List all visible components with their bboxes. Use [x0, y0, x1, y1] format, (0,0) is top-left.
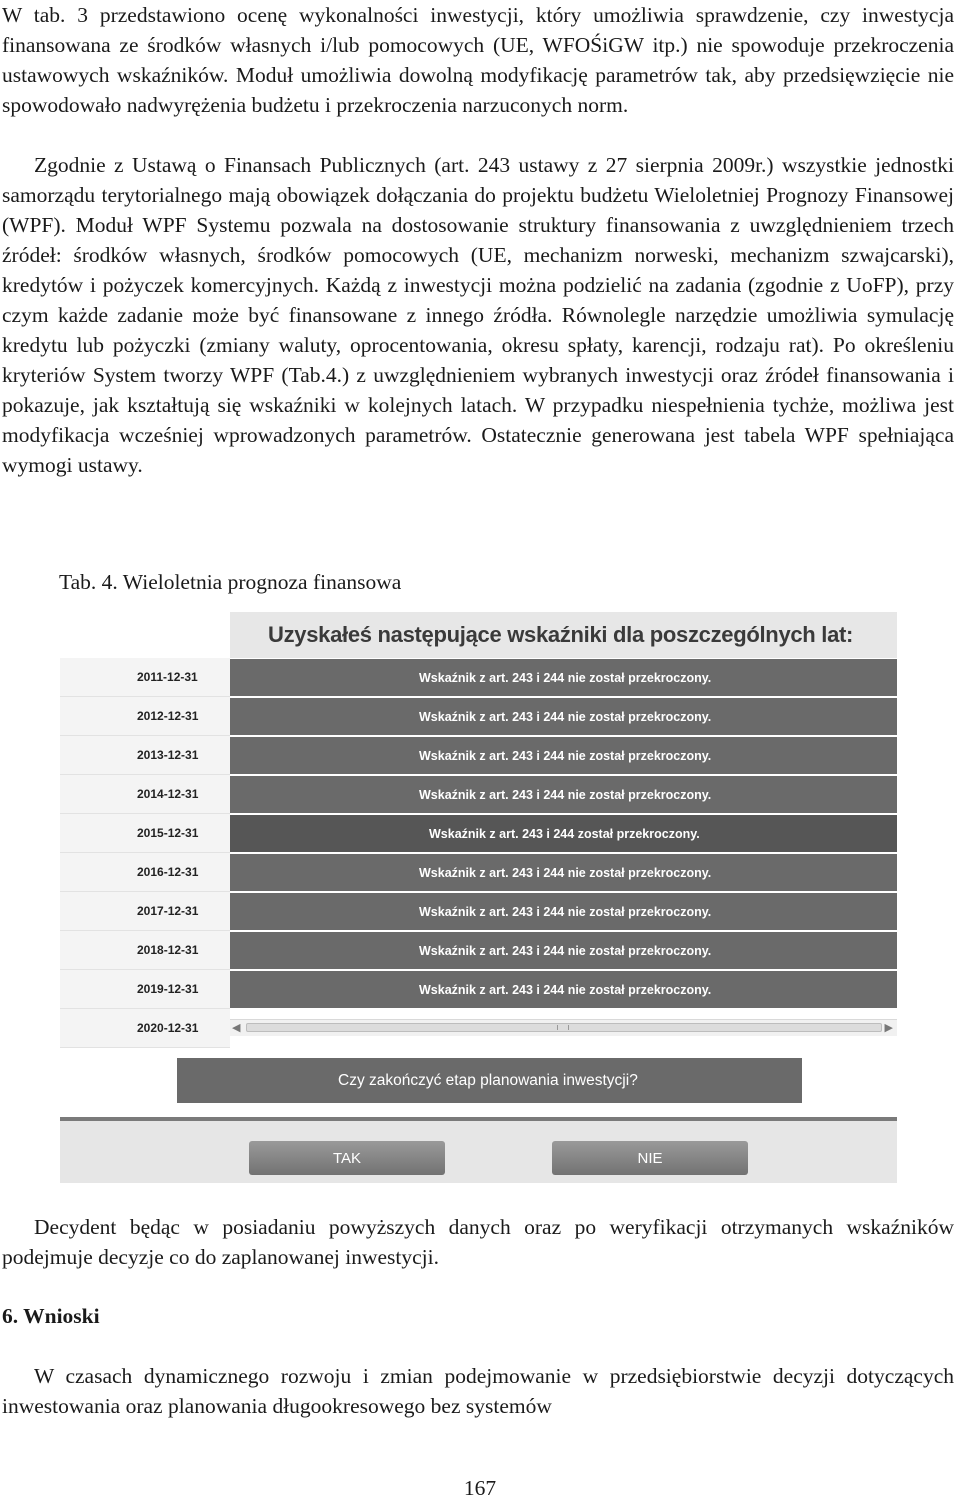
indicator-row: [60, 892, 897, 931]
indicator-row: [60, 697, 897, 736]
row-status: Wskaźnik z art. 243 i 244 nie został przekroczony.: [230, 737, 897, 774]
row-date: 2014-12-31: [60, 775, 230, 814]
row-status: Wskaźnik z art. 243 i 244 nie został przekroczony.: [230, 893, 897, 930]
row-date: 2015-12-31: [60, 814, 230, 853]
no-button[interactable]: NIE: [552, 1141, 748, 1175]
row-date: 2016-12-31: [60, 853, 230, 892]
grip-icon: [557, 1025, 569, 1030]
table-caption: Tab. 4. Wieloletnia prognoza finansowa: [59, 570, 402, 594]
row-status: Wskaźnik z art. 243 i 244 nie został przekroczony.: [230, 932, 897, 969]
scroll-thumb[interactable]: [246, 1023, 882, 1032]
indicator-row: [60, 814, 897, 853]
row-date: 2012-12-31: [60, 697, 230, 736]
row-date: 2018-12-31: [60, 931, 230, 970]
scroll-right-arrow-icon[interactable]: ▶: [884, 1022, 893, 1034]
page-number: 167: [463, 1476, 497, 1500]
row-date: 2011-12-31: [60, 658, 230, 697]
indicator-row: [60, 658, 897, 697]
row-status: Wskaźnik z art. 243 i 244 nie został przekroczony.: [230, 698, 897, 735]
finish-question: Czy zakończyć etap planowania inwestycji?: [177, 1058, 802, 1103]
indicators-header: Uzyskałeś następujące wskaźniki dla poszczególnych lat:: [230, 612, 897, 658]
row-date: 2020-12-31: [60, 1009, 230, 1048]
row-date: 2017-12-31: [60, 892, 230, 931]
indicator-row: [60, 775, 897, 814]
row-date: 2013-12-31: [60, 736, 230, 775]
indicator-row: [60, 853, 897, 892]
button-area: [60, 1117, 897, 1183]
decision-paragraph: Decydent będąc w posiadaniu powyższych danych oraz po weryfikacji otrzymanych wskaźników podejmuje decyzje co do zaplanowanej inwestycji.: [2, 1215, 954, 1269]
row-date: 2019-12-31: [60, 970, 230, 1009]
conclusions-paragraph: W czasach dynamicznego rozwoju i zmian podejmowanie w przedsiębiorstwie decyzji dotyczących inwestowania oraz planowania długookresowego bez systemów: [2, 1364, 954, 1418]
yes-button[interactable]: TAK: [249, 1141, 445, 1175]
section-heading: 6. Wnioski: [2, 1304, 100, 1328]
wpf-screenshot: [60, 598, 897, 1183]
indicator-row: [60, 970, 897, 1009]
indicator-row: [60, 931, 897, 970]
scroll-left-arrow-icon[interactable]: ◀: [232, 1022, 241, 1034]
indicator-row: [60, 736, 897, 775]
intro-paragraph: W tab. 3 przedstawiono ocenę wykonalności inwestycji, który umożliwia sprawdzenie, czy inwestycja finansowana ze środków własnych i/lub pomocowych (UE, WFOŚiGW itp.) nie spowoduje przekroczenia ustawowych wskaźników. Moduł umożliwia dowolną modyfikację parametrów tak, aby przedsięwzięcie nie spowodowało nadwyrężenia budżetu i przekroczenia narzuconych norm.: [2, 3, 954, 117]
row-status: Wskaźnik z art. 243 i 244 nie został przekroczony.: [230, 971, 897, 1008]
row-status: Wskaźnik z art. 243 i 244 nie został przekroczony.: [230, 659, 897, 696]
row-status: Wskaźnik z art. 243 i 244 nie został przekroczony.: [230, 854, 897, 891]
horizontal-scrollbar[interactable]: [230, 1019, 897, 1036]
row-status: Wskaźnik z art. 243 i 244 nie został przekroczony.: [230, 776, 897, 813]
wpf-paragraph: Zgodnie z Ustawą o Finansach Publicznych (art. 243 ustawy z 27 sierpnia 2009r.) wszystkie jednostki samorządu terytorialnego mają obowiązek dołączania do projektu budżetu Wieloletniej Prognozy Finansowej (WPF). Moduł WPF Systemu pozwala na dostosowanie struktury finansowania z uwzględnieniem trzech źródeł: środków własnych, środków pomocowych (UE, mechanizm norweski, mechanizm szwajcarski), kredytów i pożyczek komercyjnych. Każdą z inwestycji można podzielić na zadania (zgodnie z UoFP), przy czym każde zadanie może być finansowane z innego źródła. Równolegle narzędzie umożliwia symulację kredytu lub pożyczki (zmiany waluty, oprocentowania, okresu spłaty, karencji, rodzaju rat). Po określeniu kryteriów System tworzy WPF (Tab.4.) z uwzględnieniem wybranych inwestycji oraz źródeł finansowania i pokazuje, jak kształtują się wskaźniki w kolejnych latach. W przypadku niespełnienia tychże, możliwa jest modyfikacja wcześniej wprowadzonych parametrów. Ostatecznie generowana jest tabela WPF spełniająca wymogi ustawy.: [2, 153, 954, 477]
row-status-exceeded: Wskaźnik z art. 243 i 244 został przekroczony.: [230, 815, 897, 852]
